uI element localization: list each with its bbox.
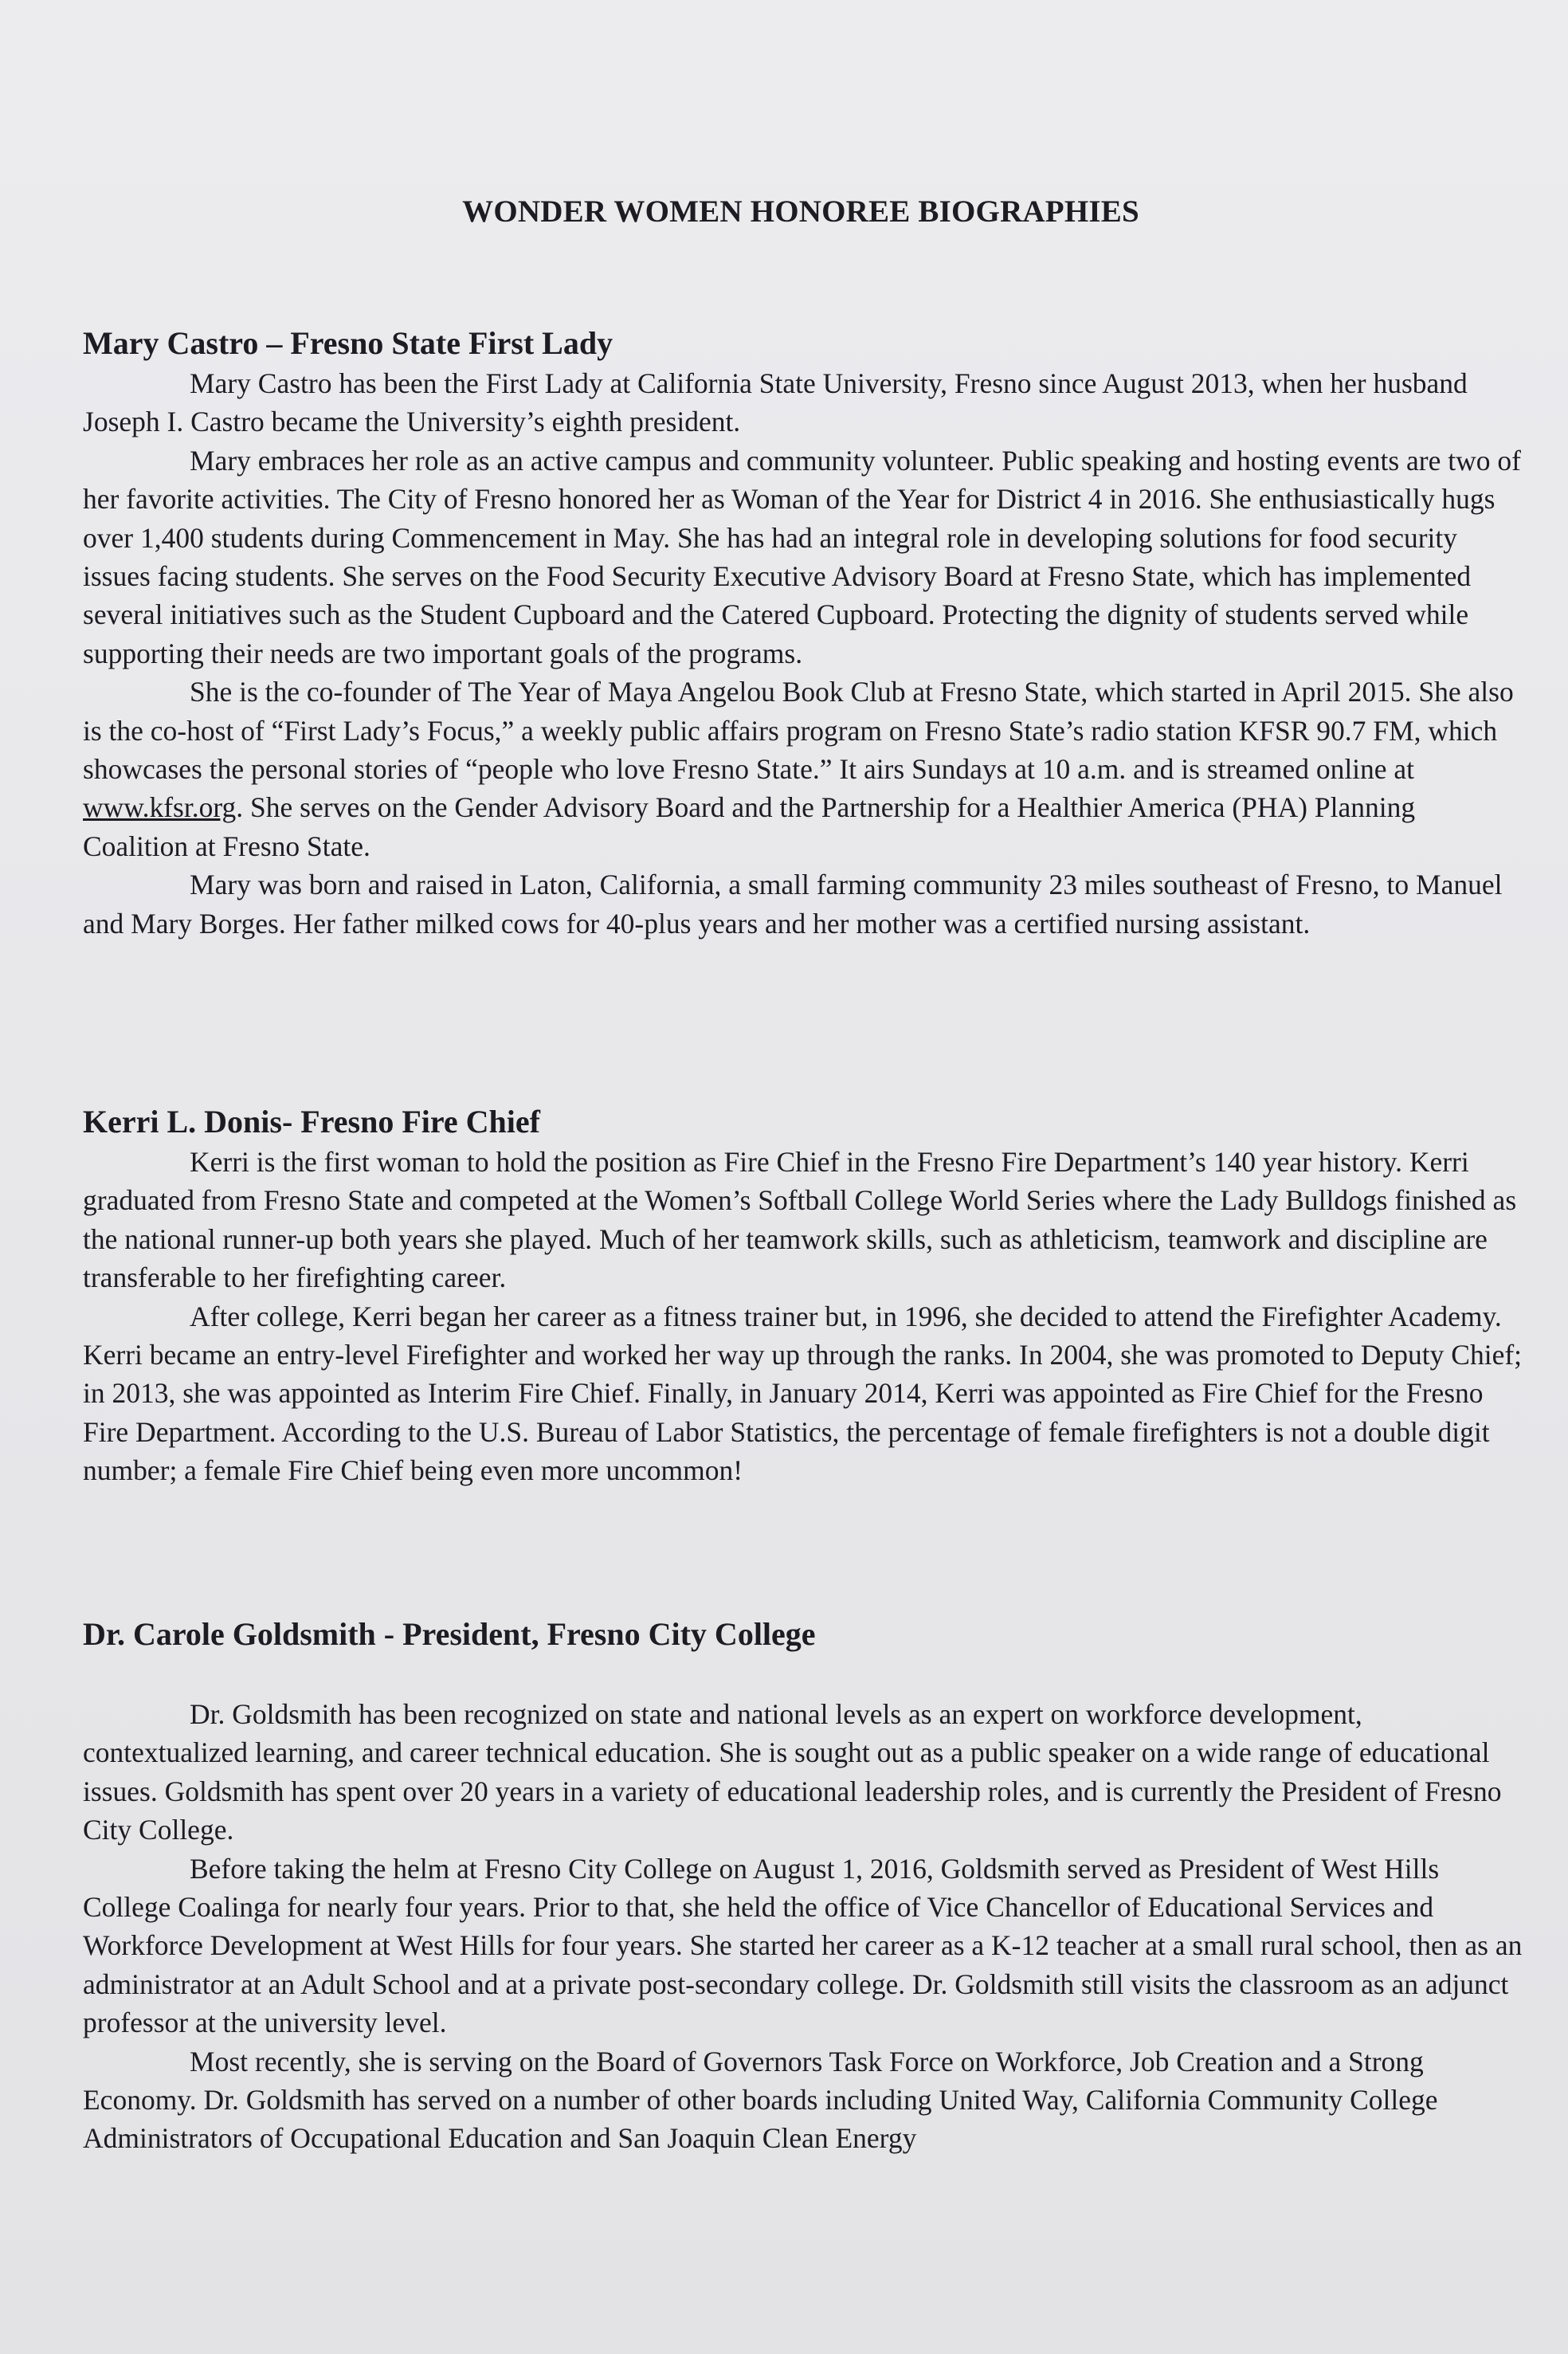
bio-paragraph: Kerri is the first woman to hold the position as Fire Chief in the Fresno Fire Department’s 140 year history. Kerri graduated from Fresno State and competed at the Women’s Softball College World Series where the Lady Bulldogs finished as the national runner-up both years she played. Much of her teamwork skills, such as athleticism, teamwork and discipline are transferable to her firefighting career. [83, 1146, 1517, 1294]
bio-paragraph: Mary embraces her role as an active campus and community volunteer. Public speaking and hosting events are two of her favorite activities. The City of Fresno honored her as Woman of the Year for District 4 in 2016. She enthusiastically hugs over 1,400 students during Commencement in May. She has had an integral role in developing solutions for food security issues facing students. She serves on the Food Security Executive Advisory Board at Fresno State, which has implemented several initiatives such as the Student Cupboard and the Catered Cupboard. Protecting the dignity of students served while supporting their needs are two important goals of the programs. [83, 444, 1521, 669]
bio-carole-goldsmith [83, 1614, 1527, 2158]
bio-paragraph: After college, Kerri began her career as a fitness trainer but, in 1996, she decided to attend the Firefighter Academy. Kerri became an entry-level Firefighter and worked her way up through the ranks. In 2004, she was promoted to Deputy Chief; in 2013, she was appointed as Interim Fire Chief. Finally, in January 2014, Kerri was appointed as Fire Chief for the Fresno Fire Department. According to the U.S. Bureau of Labor Statistics, the percentage of female firefighters is not a double digit number; a female Fire Chief being even more uncommon! [83, 1300, 1523, 1487]
bio-mary-castro [83, 323, 1527, 943]
bio-heading: Dr. Carole Goldsmith - President, Fresno City College [83, 1616, 816, 1652]
bio-text: . She serves on the Gender Advisory Board and the Partnership for a Healthier America (PHA) Planning Coalition at Fresno State. [83, 791, 1416, 862]
kfsr-website-link[interactable]: www.kfsr.org [83, 791, 237, 824]
bio-paragraph: Before taking the helm at Fresno City College on August 1, 2016, Goldsmith served as President of West Hills College Coalinga for nearly four years. Prior to that, she held the office of Vice Chancellor of Educational Services and Workforce Development at West Hills for four years. She started her career as a K-12 teacher at a small rural school, then as an administrator at an Adult School and at a private post-secondary college. Dr. Goldsmith still visits the classroom as an adjunct professor at the university level. [83, 1852, 1523, 2039]
bio-heading: Kerri L. Donis- Fresno Fire Chief [83, 1104, 540, 1140]
bio-kerri-donis [83, 1101, 1527, 1490]
bio-paragraph: Dr. Goldsmith has been recognized on state and national levels as an expert on workforce development, contextualized learning, and career technical education. She is sought out as a public speaker on a wide range of educational issues. Goldsmith has spent over 20 years in a variety of educational leadership roles, and is currently the President of Fresno City College. [83, 1698, 1502, 1846]
bio-paragraph: Mary was born and raised in Laton, California, a small farming community 23 miles southeast of Fresno, to Manuel and Mary Borges. Her father milked cows for 40-plus years and her mother was a certified nursing assistant. [83, 869, 1503, 940]
bio-text: She is the co-founder of The Year of Maya Angelou Book Club at Fresno State, which started in April 2015. She also is the co-host of “First Lady’s Focus,” a weekly public affairs program on Fresno State’s radio station KFSR 90.7 FM, which showcases the personal stories of “people who love Fresno State.” It airs Sundays at 10 a.m. and is streamed online at [83, 676, 1514, 786]
bio-heading: Mary Castro – Fresno State First Lady [83, 325, 613, 361]
bio-paragraph: Mary Castro has been the First Lady at California State University, Fresno since August 2013, when her husband Joseph I. Castro became the University’s eighth president. [83, 367, 1468, 438]
bio-paragraph [83, 673, 1527, 865]
page-title: WONDER WOMEN HONOREE BIOGRAPHIES [462, 194, 1139, 229]
bio-paragraph: Most recently, she is serving on the Board of Governors Task Force on Workforce, Job Creation and a Strong Economy. Dr. Goldsmith has served on a number of other boards including United Way, California Community College Administrators of Occupational Education and San Joaquin Clean Energy [83, 2045, 1438, 2155]
